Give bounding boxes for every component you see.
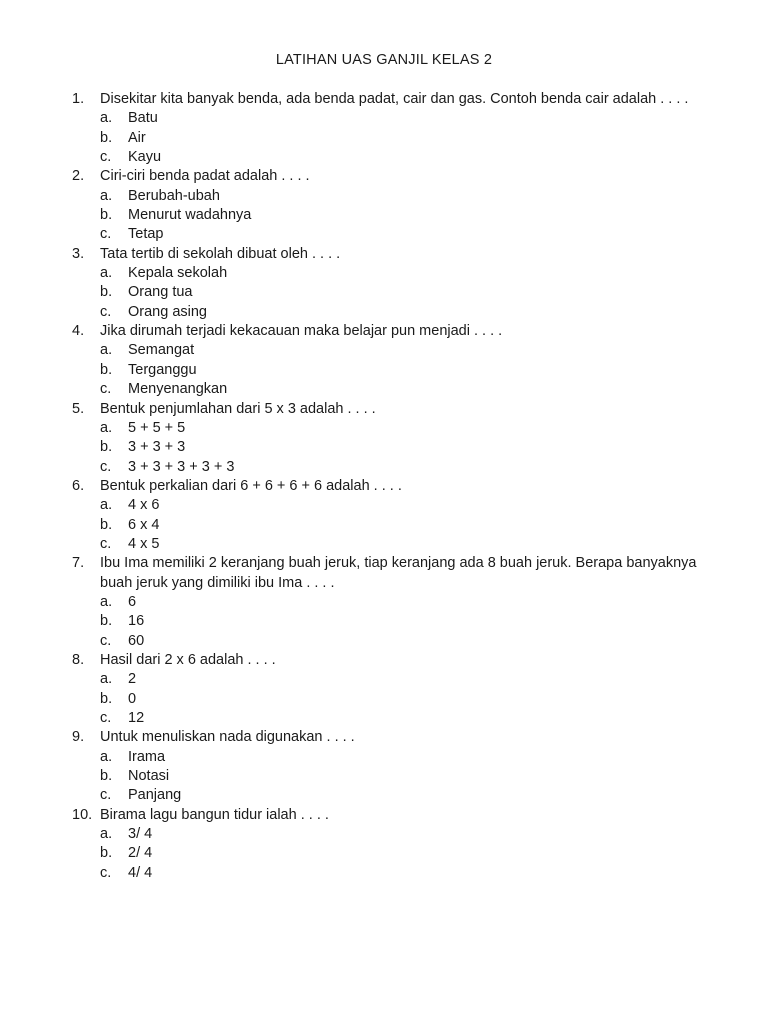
question-list (0, 90, 768, 883)
document-title: LATIHAN UAS GANJIL KELAS 2 (275, 52, 493, 68)
answer-option (100, 438, 712, 457)
option-text: 6 (128, 593, 137, 610)
question-item (0, 400, 768, 477)
question-item (0, 477, 768, 554)
answer-option (100, 593, 712, 612)
option-text: Orang tua (128, 284, 193, 301)
question-number: 6. (72, 477, 85, 494)
option-letter: a. (100, 342, 113, 359)
answer-option (100, 380, 712, 399)
option-letter: c. (100, 864, 112, 881)
question-number: 1. (72, 91, 85, 107)
question-item (0, 322, 768, 399)
question-item (0, 806, 768, 883)
option-letter: b. (100, 613, 113, 630)
option-letter: a. (100, 497, 113, 514)
question-text: Disekitar kita banyak benda, ada benda padat, cair dan gas. Contoh benda cair adalah . . . . (100, 91, 689, 107)
option-text: 4 x 6 (128, 497, 160, 514)
option-letter: a. (100, 419, 113, 436)
question-text: Untuk menuliskan nada digunakan . . . . (100, 729, 355, 746)
answer-options (100, 496, 712, 554)
answer-option (100, 612, 712, 631)
answer-options (100, 419, 712, 477)
answer-option (100, 206, 712, 225)
answer-option (100, 109, 712, 128)
answer-option (100, 458, 712, 477)
answer-option (100, 767, 712, 786)
question-item (0, 167, 768, 244)
answer-option (100, 864, 712, 883)
option-letter: b. (100, 207, 113, 224)
option-text: 4 x 5 (128, 535, 160, 552)
option-letter: c. (100, 381, 112, 398)
answer-option (100, 148, 712, 167)
option-text: Irama (128, 748, 166, 765)
option-text: Menyenangkan (128, 381, 228, 398)
option-text: 0 (128, 690, 137, 707)
answer-option (100, 129, 712, 148)
option-letter: b. (100, 690, 113, 707)
option-letter: a. (100, 826, 113, 843)
option-text: Terganggu (128, 361, 197, 378)
answer-options (100, 670, 712, 728)
option-letter: b. (100, 768, 113, 785)
option-text: 5 + 5 + 5 (128, 419, 186, 436)
option-letter: c. (100, 303, 112, 320)
option-letter: a. (100, 187, 113, 204)
question-item (0, 90, 768, 167)
question-number: 10. (72, 806, 93, 823)
answer-options (100, 341, 712, 399)
answer-options (100, 593, 712, 651)
option-letter: c. (100, 632, 112, 649)
option-text: Tetap (128, 226, 164, 243)
answer-options (100, 264, 712, 322)
answer-option (100, 670, 712, 689)
answer-option (100, 419, 712, 438)
question-text: Birama lagu bangun tidur ialah . . . . (100, 806, 329, 823)
question-number: 4. (72, 323, 85, 340)
option-letter: c. (100, 710, 112, 726)
option-text: Kepala sekolah (128, 265, 228, 282)
option-text: 12 (128, 710, 145, 726)
answer-option (100, 786, 712, 805)
option-text: Notasi (128, 768, 170, 785)
answer-options (100, 825, 712, 883)
option-letter: a. (100, 748, 113, 765)
question-item (0, 728, 768, 805)
question-text: Bentuk perkalian dari 6 + 6 + 6 + 6 adalah . . . . (100, 477, 402, 494)
question-number: 8. (72, 651, 85, 668)
option-letter: a. (100, 265, 113, 282)
option-letter: b. (100, 439, 113, 456)
answer-option (100, 264, 712, 283)
answer-option (100, 187, 712, 206)
option-text: Berubah-ubah (128, 187, 220, 204)
question-text: Jika dirumah terjadi kekacauan maka belajar pun menjadi . . . . (100, 323, 503, 340)
answer-option (100, 825, 712, 844)
answer-option (100, 496, 712, 515)
answer-option (100, 341, 712, 360)
option-text: 2 (128, 671, 137, 688)
option-letter: c. (100, 787, 112, 804)
option-letter: c. (100, 458, 112, 475)
option-letter: a. (100, 593, 113, 610)
question-item (0, 554, 768, 651)
option-text: Menurut wadahnya (128, 207, 252, 224)
option-text: 4/ 4 (128, 864, 153, 881)
option-text: Semangat (128, 342, 195, 359)
question-number: 2. (72, 168, 85, 185)
option-letter: b. (100, 129, 113, 146)
answer-options (100, 748, 712, 806)
question-number: 3. (72, 245, 85, 262)
question-text: Tata tertib di sekolah dibuat oleh . . . . (100, 245, 341, 262)
question-text: Hasil dari 2 x 6 adalah . . . . (100, 651, 276, 668)
option-letter: b. (100, 516, 113, 533)
answer-option (100, 844, 712, 863)
question-text: Ciri-ciri benda padat adalah . . . . (100, 168, 310, 185)
option-letter: c. (100, 149, 112, 166)
answer-option (100, 748, 712, 767)
question-item (0, 651, 768, 728)
answer-options (100, 187, 712, 245)
answer-options (100, 109, 712, 167)
option-letter: c. (100, 226, 112, 243)
answer-option (100, 516, 712, 535)
answer-option (100, 690, 712, 709)
answer-option (100, 632, 712, 651)
answer-option (100, 535, 712, 554)
option-text: 16 (128, 613, 145, 630)
question-number: 7. (72, 555, 85, 572)
option-text: 3 + 3 + 3 + 3 + 3 (128, 458, 235, 475)
option-letter: a. (100, 110, 113, 127)
answer-option (100, 361, 712, 380)
option-letter: c. (100, 535, 112, 552)
option-text: Panjang (128, 787, 182, 804)
question-number: 9. (72, 729, 85, 746)
question-number: 5. (72, 400, 85, 417)
question-text: Bentuk penjumlahan dari 5 x 3 adalah . . . . (100, 400, 376, 417)
answer-option (100, 303, 712, 322)
option-letter: b. (100, 284, 113, 301)
option-letter: b. (100, 361, 113, 378)
answer-option (100, 283, 712, 302)
question-item (0, 245, 768, 322)
option-text: Kayu (128, 149, 162, 166)
answer-option (100, 225, 712, 244)
option-letter: a. (100, 671, 113, 688)
option-text: 3 + 3 + 3 (128, 439, 186, 456)
option-text: 60 (128, 632, 145, 649)
option-text: 3/ 4 (128, 826, 153, 843)
option-text: Air (128, 129, 146, 146)
option-text: 6 x 4 (128, 516, 160, 533)
answer-option (100, 709, 712, 728)
option-text: Batu (128, 110, 158, 127)
option-letter: b. (100, 845, 113, 862)
question-text: Ibu Ima memiliki 2 keranjang buah jeruk, tiap keranjang ada 8 buah jeruk. Berapa banyaknya buah jeruk yang dimiliki ibu Ima . . . . (100, 555, 697, 591)
option-text: 2/ 4 (128, 845, 153, 862)
option-text: Orang asing (128, 303, 207, 320)
